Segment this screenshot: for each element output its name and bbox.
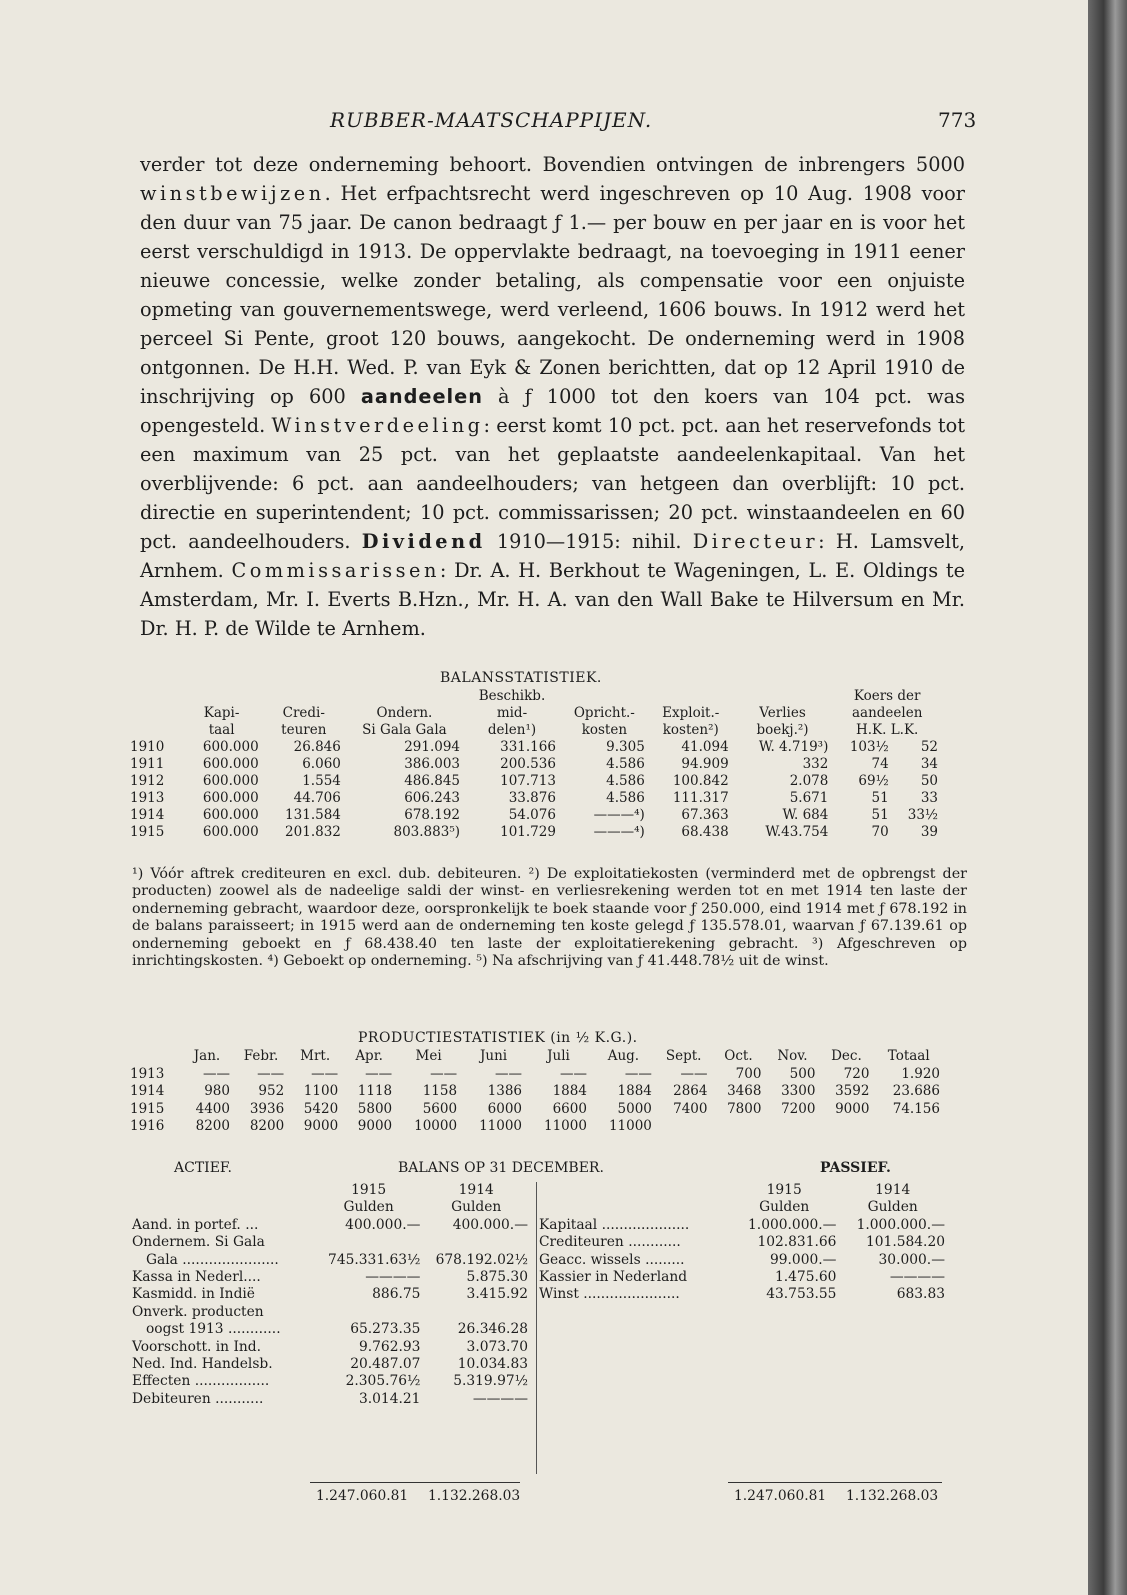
table-row <box>130 1234 530 1251</box>
column-header: Totaal <box>887 1048 930 1064</box>
cell: 54.076 <box>508 807 556 823</box>
total-rule-right <box>728 1482 942 1483</box>
column-header: teuren <box>281 722 327 738</box>
item-label: Voorschott. in Ind. <box>132 1338 262 1355</box>
item-label: Debiteuren ........... <box>132 1390 264 1407</box>
table-row <box>130 1269 530 1286</box>
cell: 1884 <box>617 1083 652 1099</box>
cell <box>315 1234 423 1251</box>
item-label: Kasmidd. in Indië <box>132 1286 255 1303</box>
column-header <box>649 688 733 705</box>
table-row <box>130 1356 530 1373</box>
running-head <box>0 108 1088 138</box>
cell: 980 <box>204 1083 230 1099</box>
cell: —— <box>624 1065 652 1082</box>
column-header <box>181 688 263 705</box>
table-header-row <box>126 1048 944 1066</box>
table-row <box>130 1373 530 1390</box>
running-title: RUBBER-MAATSCHAPPIJEN. <box>330 108 653 132</box>
cell: 10000 <box>414 1118 458 1134</box>
cell: 39 <box>920 824 938 840</box>
actief-column <box>130 1182 530 1408</box>
column-header: Oct. <box>724 1048 753 1064</box>
cell: 99.000.— <box>769 1251 837 1268</box>
text-run: : H. Lamsvelt, Arnhem. <box>140 530 965 582</box>
year-header-row <box>537 1182 947 1199</box>
cell: 65.273.35 <box>350 1321 421 1338</box>
cell: 101.584.20 <box>866 1234 945 1251</box>
spaced-term: Winstverdeeling <box>271 414 484 437</box>
body-text <box>140 150 965 643</box>
table-header-row <box>126 688 942 705</box>
cell: —— <box>680 1065 708 1082</box>
column-header: delen¹) <box>487 722 537 738</box>
column-header <box>126 722 181 739</box>
cell: 9.305 <box>606 739 645 755</box>
cell: 886.75 <box>372 1286 421 1303</box>
paragraph <box>140 150 965 643</box>
item-label: Onverk. producten <box>132 1303 264 1320</box>
year-header: 1915 <box>351 1182 387 1198</box>
item-label: Gala ...................... <box>146 1251 279 1268</box>
cell: 678.192 <box>404 807 461 823</box>
page-number: 773 <box>938 108 977 132</box>
table-row <box>537 1252 947 1269</box>
cell: 803.883⁵) <box>393 824 461 840</box>
cell: 23.686 <box>892 1083 940 1099</box>
cell: —— <box>559 1065 587 1082</box>
year-cell: 1915 <box>130 824 165 840</box>
cell: 70 <box>871 824 889 840</box>
cell: 131.584 <box>285 807 341 823</box>
cell: 486.845 <box>404 773 461 789</box>
cell: 1386 <box>487 1083 523 1099</box>
unit-header: Gulden <box>343 1199 394 1216</box>
column-header: Si Gala Gala <box>362 722 447 738</box>
cell <box>765 1118 819 1136</box>
cell: 6600 <box>552 1100 587 1117</box>
column-header: mid- <box>496 705 528 721</box>
cell: 600.000 <box>202 773 259 789</box>
column-header: boekj.²) <box>756 722 809 738</box>
item-label: Ned. Ind. Handelsb. <box>132 1356 273 1373</box>
text-run: : eerst komt 10 pct. pct. aan het reservefonds tot een maximum van 25 pct. van het geplaatste aandeelenkapitaal. Van het overblijvende: 6 pct. aan aandeelhouders; van hetgeen dan overblijft: 10 pct. directie en superintendent; 10 pct. commissarissen; 20 pct. winstaandeelen en 60 pct. aandeelhouders. <box>140 414 965 553</box>
cell: 678.192.02½ <box>435 1251 528 1268</box>
balans-statistiek-title: BALANSSTATISTIEK. <box>440 670 602 686</box>
cell <box>656 1118 712 1136</box>
passief-label: PASSIEF. <box>820 1160 891 1176</box>
cell: 100.842 <box>672 773 729 789</box>
column-header: Exploit.- <box>662 705 720 721</box>
table-row <box>537 1269 947 1286</box>
cell: 3592 <box>835 1083 870 1099</box>
cell: 201.832 <box>285 824 341 840</box>
cell <box>819 1118 873 1136</box>
cell: 26.846 <box>293 739 341 755</box>
cell: 1.920 <box>901 1065 940 1082</box>
table-row <box>126 1083 944 1101</box>
cell: 3.073.70 <box>466 1338 528 1355</box>
text-run: : Dr. A. H. Berkhout te Wageningen, L. E. Oldings te Amsterdam, Mr. I. Everts B.Hzn., Mr. H. A. van den Wall Bake te Hilversum en Mr. Dr. H. P. de Wilde te Arnhem. <box>140 559 965 640</box>
column-header: Jan. <box>193 1048 221 1064</box>
cell: 4400 <box>195 1100 230 1117</box>
column-header: taal <box>208 722 235 738</box>
cell: 200.536 <box>500 756 556 772</box>
spaced-term: Directeur <box>692 530 819 553</box>
column-header: Credi- <box>282 705 325 721</box>
year-header-row <box>130 1182 530 1199</box>
cell: ———⁴) <box>593 807 645 823</box>
spaced-term: winstbewijzen <box>140 182 325 205</box>
column-header: Mrt. <box>300 1048 331 1064</box>
cell: 68.438 <box>681 824 729 840</box>
column-header: Aug. <box>607 1048 640 1064</box>
cell: 7800 <box>727 1100 762 1117</box>
cell: 3.014.21 <box>358 1390 421 1407</box>
cell: 600.000 <box>202 807 259 823</box>
column-header: H.K. L.K. <box>855 722 919 738</box>
cell <box>711 1118 765 1136</box>
cell: 4.586 <box>606 773 645 789</box>
total-passief-1914: 1.132.268.03 <box>846 1488 939 1504</box>
cell: 3936 <box>249 1100 285 1117</box>
cell: W. 4.719³) <box>758 739 829 755</box>
column-header: Koers der <box>853 688 921 704</box>
table-row <box>130 1339 530 1356</box>
cell: 51 <box>871 790 889 806</box>
year-header: 1915 <box>766 1182 802 1198</box>
cell: 1100 <box>303 1083 339 1099</box>
table-row <box>126 739 942 756</box>
cell: 700 <box>735 1065 762 1082</box>
cell: 101.729 <box>500 824 556 840</box>
item-label: Ondernem. Si Gala <box>132 1234 265 1251</box>
cell: 400.000.— <box>452 1216 528 1233</box>
cell: ———⁴) <box>593 824 645 840</box>
total-actief-1915: 1.247.060.81 <box>316 1488 409 1504</box>
cell: 11000 <box>544 1118 587 1134</box>
cell: ———— <box>472 1390 528 1407</box>
column-header <box>345 688 464 705</box>
column-header: Dec. <box>831 1048 862 1064</box>
text-run: à ƒ 1000 tot den koers van 104 pct. was opengesteld. <box>140 385 965 437</box>
cell: 50 <box>920 773 938 789</box>
spacer <box>130 1199 315 1216</box>
cell: 1.000.000.— <box>856 1216 945 1233</box>
cell: 74 <box>871 756 889 772</box>
column-header: aandeelen <box>851 705 923 721</box>
cell <box>422 1234 530 1251</box>
unit-header: Gulden <box>451 1199 502 1216</box>
unit-header: Gulden <box>867 1199 918 1216</box>
table-header-row <box>126 722 942 739</box>
footnotes: ¹) Vóór aftrek crediteuren en excl. dub. debiteuren. ²) De exploitatiekosten (verminderd met de opbrengst der producten) zoowel als de nadeelige saldi der winst- en verliesrekening werden tot en met 1914 ten laste der onderneming gebracht, waardoor deze, oorspronkelijk te boek staande voor ƒ 250.000, eind 1914 met ƒ 678.192 in de balans paraisseert; in 1915 werd aan de onderneming ten koste gelegd ƒ 135.578.01, waarvan ƒ 67.139.61 op onderneming geboekt en ƒ 68.438.40 ten laste der exploitatierekening gebracht. ³) Afgeschreven op inrichtingskosten. ⁴) Geboekt op onderneming. ⁵) Na afschrijving van ƒ 41.448.78½ uit de winst. <box>132 866 967 970</box>
cell: W. 684 <box>782 807 829 823</box>
spaced-term: Commissarissen <box>231 559 440 582</box>
cell: ———— <box>889 1269 945 1286</box>
spacer <box>537 1182 730 1199</box>
column-header <box>263 688 345 705</box>
year-cell: 1911 <box>130 756 165 772</box>
spacer <box>537 1199 730 1216</box>
table-row <box>126 756 942 773</box>
item-label: Kassa in Nederl.... <box>132 1269 261 1286</box>
cell: 102.831.66 <box>757 1234 837 1251</box>
year-header: 1914 <box>875 1182 911 1198</box>
year-cell: 1913 <box>130 790 165 806</box>
text-run: 1910—1915: nihil. <box>485 530 693 553</box>
cell: 69½ <box>858 773 889 789</box>
column-header: Beschikb. <box>478 688 546 704</box>
cell: —— <box>311 1065 339 1082</box>
table-row <box>126 824 942 841</box>
table-row <box>130 1391 530 1408</box>
cell <box>422 1304 530 1321</box>
cell: —— <box>365 1065 393 1082</box>
bold-term: aandeelen <box>360 385 483 408</box>
cell: 5.875.30 <box>466 1269 528 1286</box>
cell: 52 <box>920 739 938 755</box>
item-label: Aand. in portef. ... <box>132 1216 259 1233</box>
column-header <box>560 688 649 705</box>
cell: 20.487.07 <box>350 1356 421 1373</box>
cell: 9.762.93 <box>358 1338 421 1355</box>
table-row <box>126 1066 944 1084</box>
table-row <box>126 1118 944 1136</box>
cell: ———— <box>365 1269 421 1286</box>
cell: 26.346.28 <box>457 1321 528 1338</box>
table-row <box>130 1321 530 1338</box>
cell <box>315 1304 423 1321</box>
cell: 683.83 <box>896 1286 945 1303</box>
cell: 291.094 <box>404 739 461 755</box>
cell: 5800 <box>357 1100 393 1117</box>
cell: 600.000 <box>202 739 259 755</box>
item-label: Kapitaal .................... <box>539 1216 690 1233</box>
cell: 386.003 <box>404 756 461 772</box>
cell: 5000 <box>617 1100 652 1117</box>
text-run: verder tot deze onderneming behoort. Bovendien ontvingen de inbrengers 5000 <box>140 153 965 176</box>
cell: 1.475.60 <box>774 1269 837 1286</box>
cell: 11000 <box>479 1118 523 1134</box>
cell: 2.078 <box>789 773 829 789</box>
cell: 33 <box>920 790 938 806</box>
cell: 332 <box>802 756 829 772</box>
column-header <box>126 705 181 722</box>
year-cell: 1916 <box>130 1118 165 1134</box>
column-header: Verlies <box>759 705 806 721</box>
column-header: Juli <box>547 1048 570 1064</box>
cell: 5.671 <box>789 790 829 806</box>
cell: —— <box>495 1065 523 1082</box>
item-label: Winst ...................... <box>539 1286 680 1303</box>
cell: 6000 <box>487 1100 523 1117</box>
cell: 7400 <box>673 1100 708 1117</box>
cell: 5420 <box>303 1100 339 1117</box>
actief-table <box>130 1182 530 1408</box>
cell: 5.319.97½ <box>453 1373 528 1390</box>
item-label: Kassier in Nederland <box>539 1269 688 1286</box>
column-header: kosten <box>581 722 628 738</box>
cell: 7200 <box>781 1100 816 1117</box>
table-row <box>126 807 942 824</box>
cell: 3300 <box>781 1083 816 1099</box>
cell: 3468 <box>727 1083 762 1099</box>
productie-statistiek-title: PRODUCTIESTATISTIEK (in ½ K.G.). <box>358 1030 638 1046</box>
cell: 6.060 <box>302 756 341 772</box>
cell: 4.586 <box>606 790 645 806</box>
cell: 1884 <box>552 1083 587 1099</box>
cell: 1118 <box>357 1083 393 1099</box>
cell: 103½ <box>849 739 889 755</box>
column-header <box>126 688 181 705</box>
year-cell: 1914 <box>130 1083 165 1099</box>
column-header: Kapi- <box>203 705 240 721</box>
cell: W.43.754 <box>765 824 829 840</box>
cell: 606.243 <box>404 790 461 806</box>
cell: 11000 <box>608 1118 652 1134</box>
cell: 5600 <box>422 1100 458 1117</box>
spacer <box>130 1182 315 1199</box>
cell: 745.331.63½ <box>328 1251 421 1268</box>
cell: 33½ <box>907 807 938 823</box>
spaced-term: Dividend <box>361 530 486 553</box>
item-label: Geacc. wissels ......... <box>539 1251 685 1268</box>
column-header: Ondern. <box>376 705 433 721</box>
cell: 67.363 <box>681 807 729 823</box>
table-row <box>126 773 942 790</box>
cell: 331.166 <box>500 739 556 755</box>
cell: 8200 <box>195 1118 230 1134</box>
cell: 43.753.55 <box>766 1286 837 1303</box>
cell: 2.305.76½ <box>345 1373 421 1390</box>
cell: 111.317 <box>672 790 729 806</box>
cell: 600.000 <box>202 756 259 772</box>
total-rule-left <box>310 1482 520 1483</box>
cell: 74.156 <box>892 1100 940 1117</box>
cell: 1.000.000.— <box>748 1216 837 1233</box>
cell: 400.000.— <box>345 1216 421 1233</box>
item-label: Effecten ................. <box>132 1373 270 1390</box>
column-header: Sept. <box>665 1048 702 1064</box>
balance-sheet-title: BALANS OP 31 DECEMBER. <box>398 1160 604 1176</box>
column-header: Juni <box>479 1048 508 1064</box>
column-header: Febr. <box>243 1048 279 1064</box>
cell: 94.909 <box>681 756 729 772</box>
cell: 500 <box>789 1065 816 1082</box>
balans-statistiek-table <box>126 688 942 841</box>
column-header <box>733 688 833 705</box>
cell: 600.000 <box>202 790 259 806</box>
cell: 51 <box>871 807 889 823</box>
book-spine-edge <box>1088 0 1127 1595</box>
column-header: Apr. <box>355 1048 383 1064</box>
text-run: . Het erfpachtsrecht werd ingeschreven op 10 Aug. 1908 voor den duur van 75 jaar. De canon bedraagt ƒ 1.— per bouw en per jaar en is voor het eerst verschuldigd in 1913. De oppervlakte bedraagt, na toevoeging in 1911 eener nieuwe concessie, welke zonder betaling, als compensatie voor een onjuiste opmeting van gouvernementswege, werd verleend, 1606 bouws. In 1912 werd het perceel Si Pente, groot 120 bouws, aangekocht. De onderneming werd in 1908 ontgonnen. De H.H. Wed. P. van Eyk & Zonen berichtten, dat op 12 April 1910 de inschrijving op 600 <box>140 182 965 408</box>
table-row <box>126 1101 944 1119</box>
cell: 4.586 <box>606 756 645 772</box>
cell: 41.094 <box>681 739 729 755</box>
cell: 30.000.— <box>878 1251 945 1268</box>
column-header: kosten²) <box>662 722 719 738</box>
cell: 1.554 <box>302 773 341 789</box>
table-row <box>130 1217 530 1234</box>
table-row <box>130 1252 530 1269</box>
cell: 600.000 <box>202 824 259 840</box>
cell <box>873 1118 944 1136</box>
actief-label: ACTIEF. <box>174 1160 232 1176</box>
year-cell: 1912 <box>130 773 165 789</box>
unit-header-row <box>537 1199 947 1216</box>
passief-table <box>537 1182 947 1304</box>
table-row <box>130 1286 530 1303</box>
table-row <box>537 1286 947 1303</box>
cell: 1158 <box>422 1083 458 1099</box>
year-cell: 1913 <box>130 1065 165 1082</box>
year-cell: 1914 <box>130 807 165 823</box>
column-header: Nov. <box>777 1048 808 1064</box>
cell: 34 <box>920 756 938 772</box>
item-label: oogst 1913 ............ <box>146 1321 281 1338</box>
column-header: Opricht.- <box>573 705 635 721</box>
cell: 9000 <box>357 1118 393 1134</box>
table-row <box>126 790 942 807</box>
year-cell: 1915 <box>130 1100 165 1117</box>
cell: 107.713 <box>500 773 556 789</box>
cell: 720 <box>843 1065 870 1082</box>
cell: 8200 <box>249 1118 285 1134</box>
cell: 33.876 <box>508 790 556 806</box>
total-passief-1915: 1.247.060.81 <box>734 1488 827 1504</box>
cell: 952 <box>258 1083 285 1099</box>
column-header <box>126 1048 180 1066</box>
cell: 44.706 <box>293 790 341 806</box>
passief-column <box>536 1182 949 1474</box>
cell: 2864 <box>673 1083 708 1099</box>
unit-header-row <box>130 1199 530 1216</box>
year-header: 1914 <box>458 1182 494 1198</box>
productie-statistiek-table <box>126 1048 944 1136</box>
balance-sheet-header <box>130 1160 950 1180</box>
item-label: Crediteuren ............ <box>539 1234 681 1251</box>
cell: 9000 <box>303 1118 339 1134</box>
cell: —— <box>202 1065 230 1082</box>
table-row <box>537 1234 947 1251</box>
table-row <box>537 1217 947 1234</box>
cell: —— <box>430 1065 458 1082</box>
table-header-row <box>126 705 942 722</box>
table-row <box>130 1304 530 1321</box>
total-actief-1914: 1.132.268.03 <box>428 1488 521 1504</box>
cell: 9000 <box>835 1100 870 1117</box>
unit-header: Gulden <box>759 1199 810 1216</box>
year-cell: 1910 <box>130 739 165 755</box>
cell: 10.034.83 <box>457 1356 528 1373</box>
column-header: Mei <box>415 1048 442 1064</box>
cell: —— <box>257 1065 285 1082</box>
cell: 3.415.92 <box>466 1286 528 1303</box>
